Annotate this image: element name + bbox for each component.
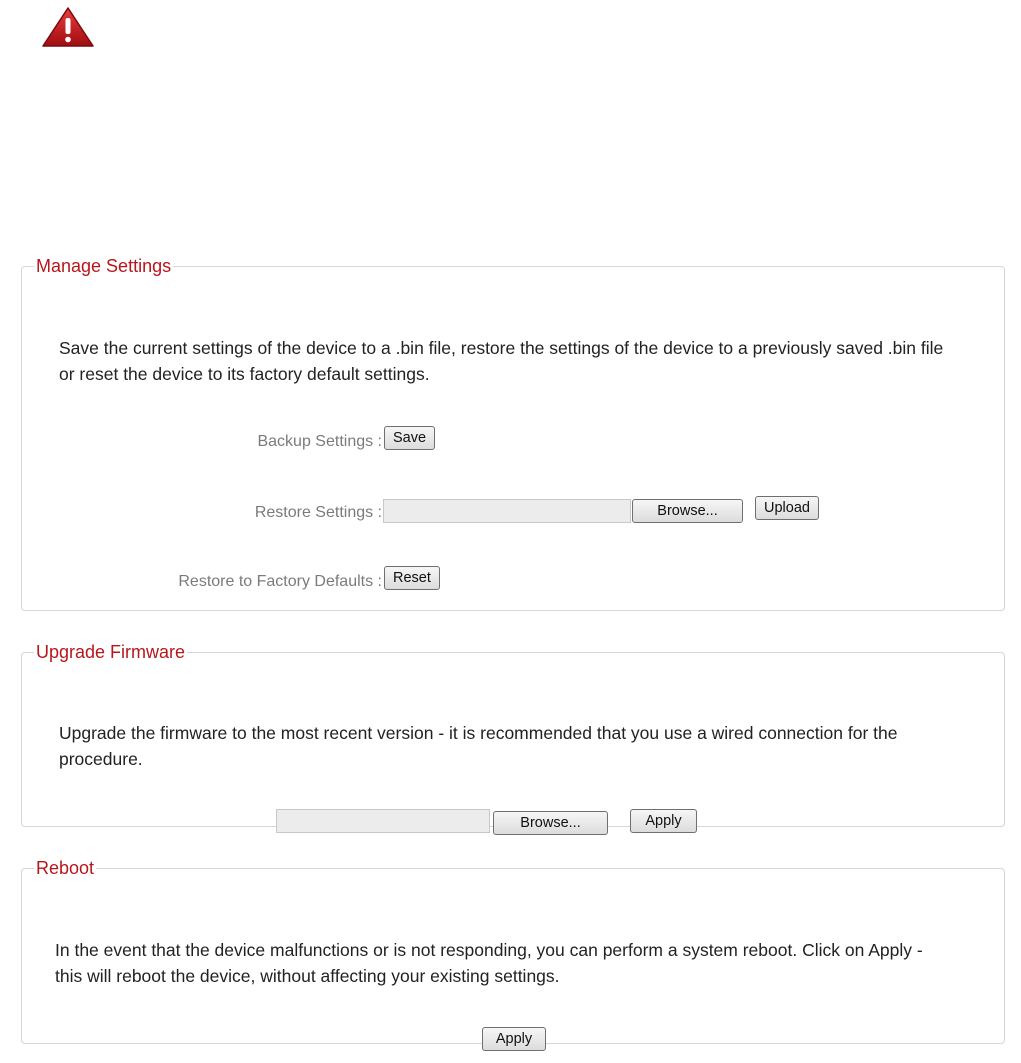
reboot-apply-button[interactable]: Apply bbox=[482, 1027, 546, 1051]
firmware-file-input[interactable] bbox=[276, 809, 490, 833]
upgrade-firmware-description: Upgrade the firmware to the most recent version - it is recommended that you use a wired connection for the procedure. bbox=[59, 723, 898, 769]
restore-browse-button[interactable]: Browse... bbox=[632, 499, 743, 523]
restore-settings-label: Restore Settings : bbox=[254, 504, 382, 521]
restore-file-input[interactable] bbox=[383, 499, 631, 523]
backup-settings-label: Backup Settings : bbox=[257, 433, 382, 450]
save-button[interactable]: Save bbox=[384, 426, 435, 450]
reset-button[interactable]: Reset bbox=[384, 566, 440, 590]
reboot-title: Reboot bbox=[36, 858, 95, 878]
factory-defaults-label: Restore to Factory Defaults : bbox=[178, 573, 382, 590]
manage-settings-panel bbox=[21, 255, 1005, 611]
warning-icon bbox=[41, 6, 95, 48]
upload-button[interactable]: Upload bbox=[755, 496, 819, 520]
reboot-panel bbox=[21, 857, 1005, 1047]
upgrade-firmware-panel bbox=[21, 641, 1005, 831]
firmware-apply-button[interactable]: Apply bbox=[630, 809, 697, 833]
firmware-browse-button[interactable]: Browse... bbox=[493, 811, 608, 835]
manage-settings-title: Manage Settings bbox=[36, 256, 172, 276]
manage-settings-description: Save the current settings of the device to a .bin file, restore the settings of the device to a previously saved .bin file or reset the device to its factory default settings. bbox=[59, 338, 944, 384]
upgrade-firmware-title: Upgrade Firmware bbox=[36, 642, 186, 662]
reboot-description: In the event that the device malfunctions or is not responding, you can perform a system reboot. Click on Apply - this will reboot the device, without affecting your existing settings. bbox=[55, 940, 923, 986]
